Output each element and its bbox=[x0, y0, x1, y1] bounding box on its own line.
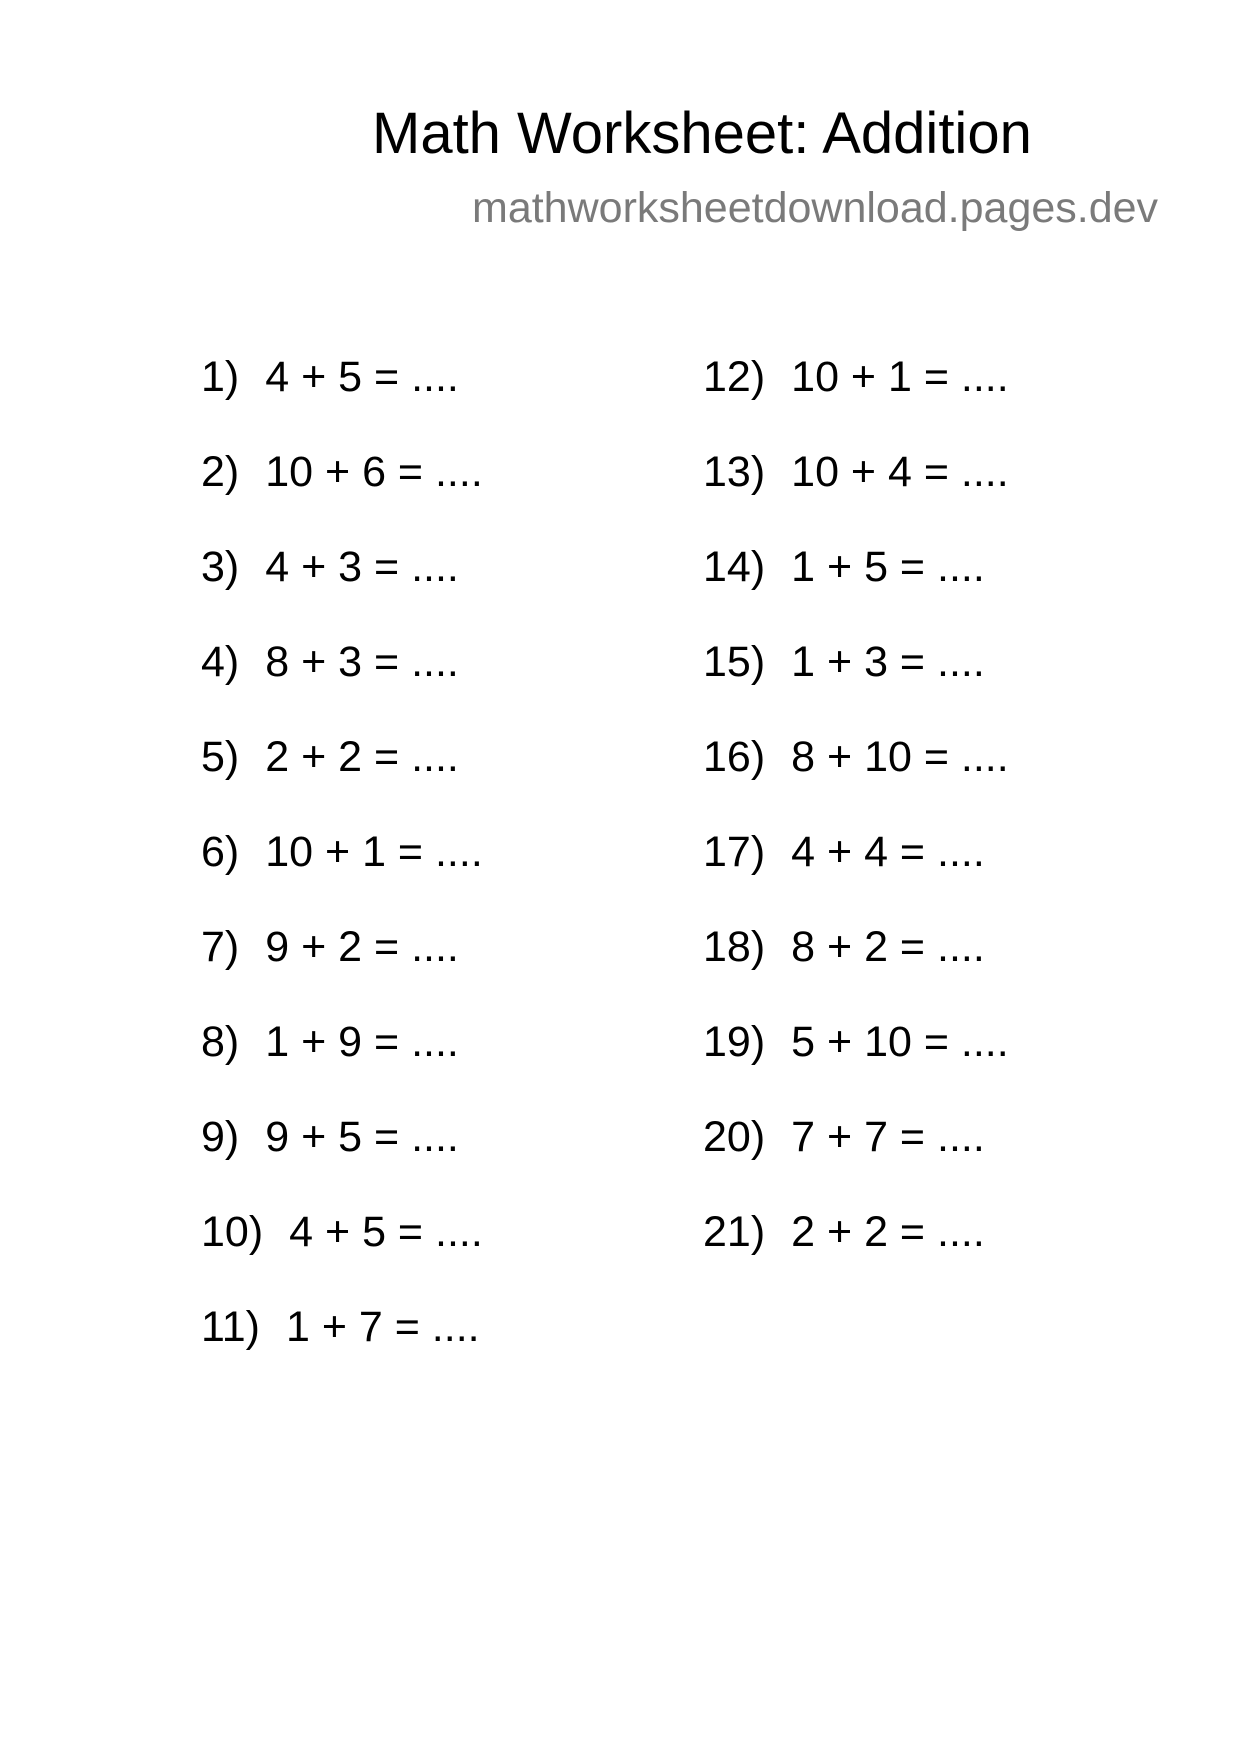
problem-item bbox=[703, 542, 1009, 637]
problem-list-right bbox=[703, 352, 1009, 1302]
problem-expression: 10 + 1 = .... bbox=[265, 828, 483, 876]
problem-expression: 8 + 2 = .... bbox=[791, 923, 985, 971]
problem-item bbox=[201, 827, 483, 922]
problem-expression: 8 + 10 = .... bbox=[791, 733, 1009, 781]
problem-expression: 1 + 3 = .... bbox=[791, 638, 985, 686]
problem-item bbox=[201, 732, 483, 827]
problem-number: 2) bbox=[201, 448, 240, 496]
problem-number: 7) bbox=[201, 923, 240, 971]
problem-item bbox=[703, 732, 1009, 827]
problem-number: 1) bbox=[201, 353, 240, 401]
problem-expression: 10 + 6 = .... bbox=[265, 448, 483, 496]
problem-expression: 4 + 5 = .... bbox=[265, 353, 459, 401]
problem-item bbox=[201, 447, 483, 542]
problem-item bbox=[201, 1017, 483, 1112]
problem-number: 9) bbox=[201, 1113, 240, 1161]
problem-item bbox=[201, 1302, 483, 1397]
problem-number: 14) bbox=[703, 543, 766, 591]
problem-expression: 8 + 3 = .... bbox=[265, 638, 459, 686]
problem-number: 3) bbox=[201, 543, 240, 591]
problem-expression: 1 + 7 = .... bbox=[285, 1303, 480, 1351]
problem-number: 13) bbox=[703, 448, 766, 496]
problem-item bbox=[703, 1112, 1009, 1207]
problem-number: 18) bbox=[703, 923, 766, 971]
problem-expression: 2 + 2 = .... bbox=[791, 1208, 985, 1256]
problem-item bbox=[703, 827, 1009, 922]
problem-number: 6) bbox=[201, 828, 240, 876]
problem-expression: 1 + 5 = .... bbox=[791, 543, 985, 591]
problem-expression: 4 + 3 = .... bbox=[265, 543, 459, 591]
problem-number: 12) bbox=[703, 353, 766, 401]
problem-item bbox=[201, 352, 483, 447]
problem-number: 15) bbox=[703, 638, 766, 686]
problem-number: 11) bbox=[201, 1303, 260, 1351]
problem-expression: 2 + 2 = .... bbox=[265, 733, 459, 781]
problem-expression: 7 + 7 = .... bbox=[791, 1113, 985, 1161]
problem-expression: 9 + 5 = .... bbox=[265, 1113, 459, 1161]
website-url: mathworksheetdownload.pages.dev bbox=[472, 184, 1159, 232]
problem-item bbox=[201, 542, 483, 637]
problem-item bbox=[201, 1207, 483, 1302]
problem-item bbox=[703, 447, 1009, 542]
problem-number: 16) bbox=[703, 733, 766, 781]
problem-item bbox=[703, 1017, 1009, 1112]
page-title: Math Worksheet: Addition bbox=[372, 101, 1032, 166]
problem-expression: 1 + 9 = .... bbox=[265, 1018, 459, 1066]
problem-number: 21) bbox=[703, 1208, 766, 1256]
problem-number: 19) bbox=[703, 1018, 766, 1066]
problem-number: 8) bbox=[201, 1018, 240, 1066]
problem-expression: 9 + 2 = .... bbox=[265, 923, 459, 971]
problem-item bbox=[703, 922, 1009, 1017]
problem-item bbox=[703, 1207, 1009, 1302]
problem-item bbox=[703, 637, 1009, 732]
problem-expression: 4 + 5 = .... bbox=[289, 1208, 483, 1256]
problem-item bbox=[201, 637, 483, 732]
problem-expression: 10 + 4 = .... bbox=[791, 448, 1009, 496]
problem-item bbox=[201, 922, 483, 1017]
problem-item bbox=[703, 352, 1009, 447]
problem-number: 4) bbox=[201, 638, 240, 686]
problem-number: 5) bbox=[201, 733, 240, 781]
problem-number: 20) bbox=[703, 1113, 766, 1161]
problem-item bbox=[201, 1112, 483, 1207]
problem-expression: 4 + 4 = .... bbox=[791, 828, 985, 876]
problem-number: 10) bbox=[201, 1208, 264, 1256]
problem-list-left bbox=[201, 352, 483, 1397]
problem-number: 17) bbox=[703, 828, 766, 876]
problem-expression: 5 + 10 = .... bbox=[791, 1018, 1009, 1066]
problem-expression: 10 + 1 = .... bbox=[791, 353, 1009, 401]
